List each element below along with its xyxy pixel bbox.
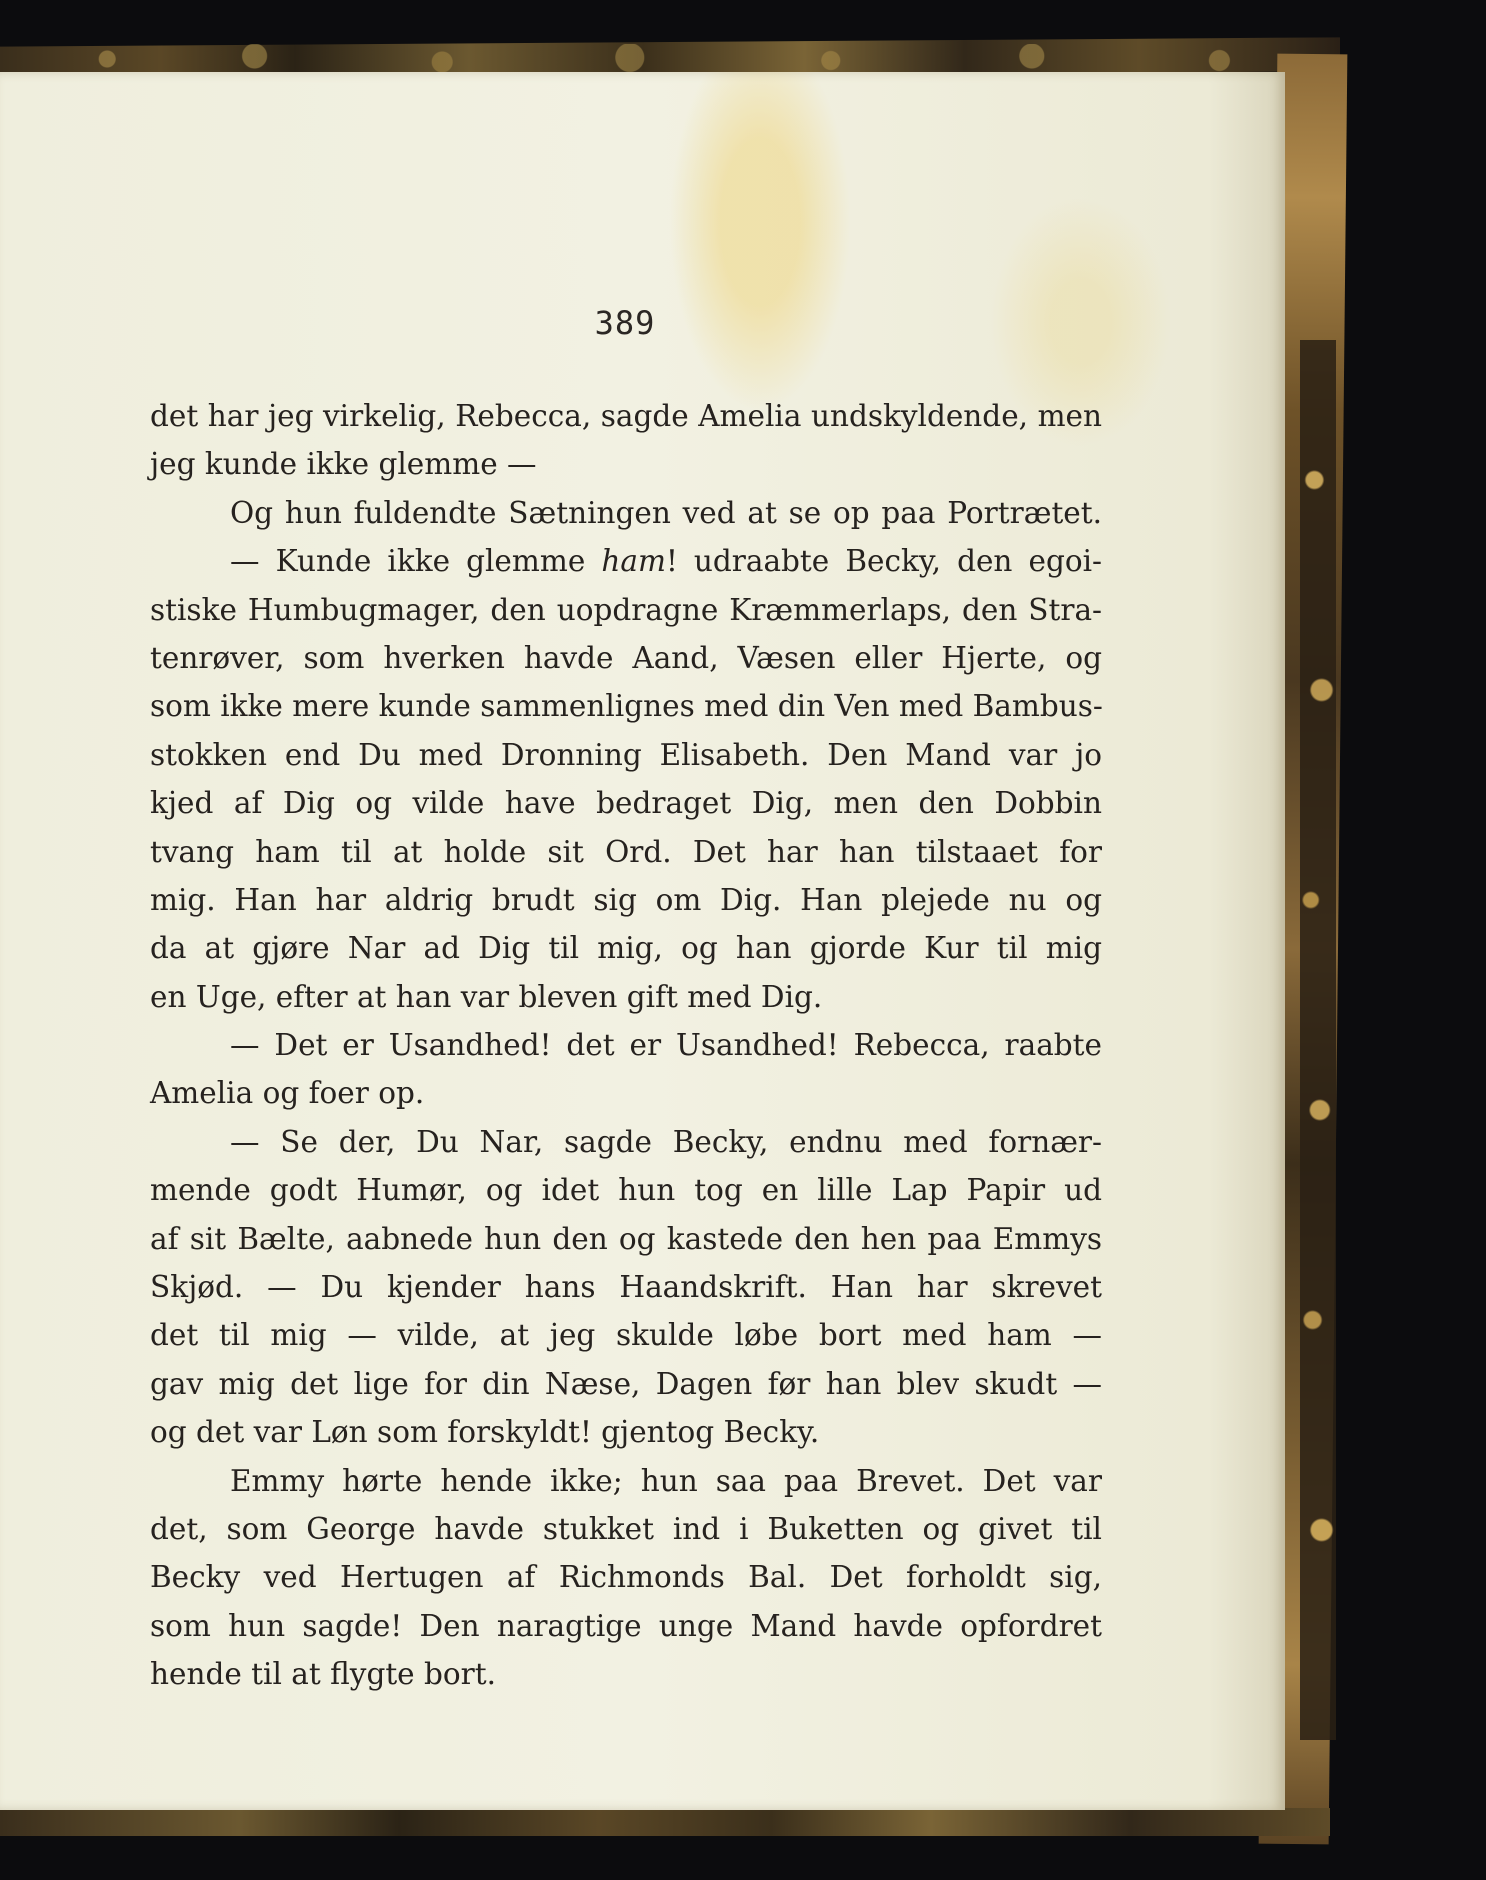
text-line: mende godt Humør, og idet hun tog en lille Lap Papir ud — [150, 1173, 1102, 1208]
text-line: Amelia og foer op. — [150, 1076, 425, 1111]
text-line: tvang ham til at holde sit Ord. Det har han tilstaaet for — [150, 834, 1102, 869]
body-text — [150, 392, 1102, 1699]
text-line: det, som George havde stukket ind i Buketten og givet til — [150, 1511, 1102, 1546]
text-line: da at gjøre Nar ad Dig til mig, og han gjorde Kur til mig — [150, 931, 1102, 966]
page-number: 389 — [594, 304, 656, 342]
text-line: hende til at flygte bort. — [150, 1657, 496, 1692]
text-line: tenrøver, som hverken havde Aand, Væsen eller Hjerte, og — [150, 640, 1102, 675]
text-line: og det var Løn som forskyldt! gjentog Becky. — [150, 1415, 820, 1450]
text-line: Skjød. — Du kjender hans Haandskrift. Han har skrevet — [150, 1270, 1102, 1305]
text-line: jeg kunde ikke glemme — — [150, 447, 537, 482]
text-line: gav mig det lige for din Næse, Dagen før han blev skudt — — [150, 1366, 1102, 1401]
text-line: Becky ved Hertugen af Richmonds Bal. Det forholdt sig, — [150, 1560, 1102, 1595]
book-cover-bottom-edge — [0, 1808, 1330, 1836]
text-segment: — Kunde ikke glemme — [230, 544, 602, 579]
text-line: af sit Bælte, aabnede hun den og kastede den hen paa Emmys — [150, 1221, 1102, 1256]
text-line: Emmy hørte hende ikke; hun saa paa Brevet. Det var — [230, 1463, 1102, 1498]
text-line: som ikke mere kunde sammenlignes med din Ven med Bambus- — [150, 689, 1103, 724]
text-line: — Se der, Du Nar, sagde Becky, endnu med fornær- — [230, 1124, 1102, 1159]
text-line: stokken end Du med Dronning Elisabeth. Den Mand var jo — [150, 737, 1102, 772]
text-line: det til mig — vilde, at jeg skulde løbe bort med ham — — [150, 1318, 1102, 1353]
text-line: — Det er Usandhed! det er Usandhed! Rebecca, raabte — [230, 1028, 1102, 1063]
marbled-cover-pattern — [0, 44, 1340, 74]
text-line — [150, 537, 1102, 585]
text-line: en Uge, efter at han var bleven gift med Dig. — [150, 979, 823, 1014]
text-line: mig. Han har aldrig brudt sig om Dig. Han plejede nu og — [150, 882, 1102, 917]
text-line: Og hun fuldendte Sætningen ved at se op paa Portrætet. — [230, 495, 1102, 530]
marbled-cover-pattern-right — [1300, 340, 1336, 1740]
text-line: det har jeg virkelig, Rebecca, sagde Amelia undskyldende, men — [150, 399, 1102, 433]
paper-page — [0, 72, 1285, 1810]
italic-word: ham — [601, 544, 666, 579]
text-segment: ! udraabte Becky, den egoi- — [665, 544, 1102, 579]
text-line: kjed af Dig og vilde have bedraget Dig, men den Dobbin — [150, 786, 1102, 821]
text-line: som hun sagde! Den naragtige unge Mand havde opfordret — [150, 1608, 1102, 1643]
text-line: stiske Humbugmager, den uopdragne Kræmmerlaps, den Stra- — [150, 592, 1102, 627]
